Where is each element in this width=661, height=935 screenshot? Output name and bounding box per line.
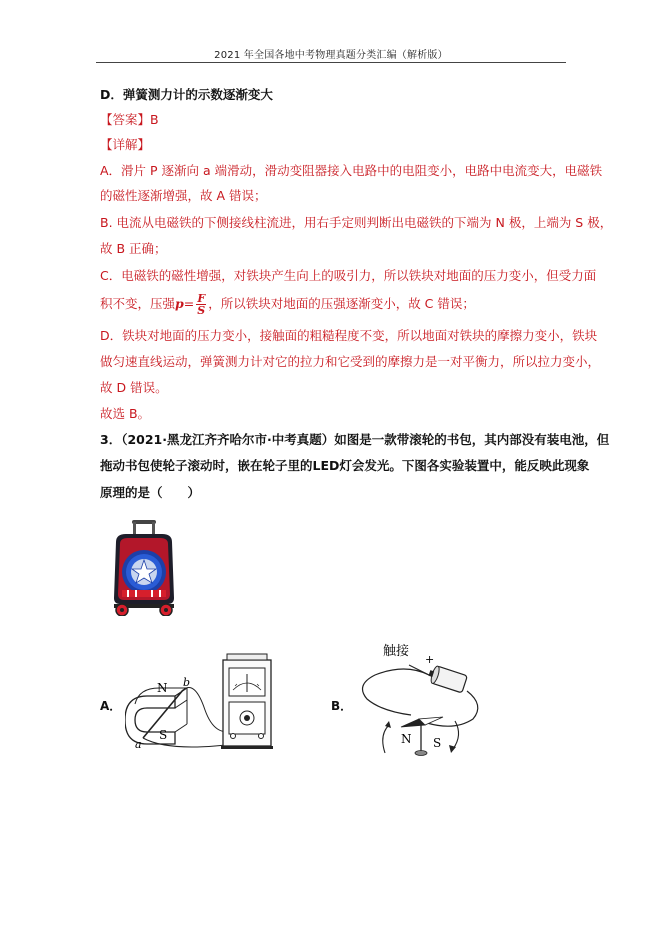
explanation-d-line2: 做匀速直线运动，弹簧测力计对它的拉力和它受到的摩擦力是一对平衡力，所以拉力变小，	[100, 354, 601, 369]
question3-line3: 原理的是（ ）	[100, 485, 201, 500]
wire-b-label: b	[183, 676, 191, 689]
figure-a-label: A．	[100, 699, 122, 713]
touch-label: 触接	[383, 644, 410, 659]
explanation-c-pre: 积不变，压强	[100, 296, 176, 311]
explanation-b-line1: B. 电流从电磁铁的下侧接线柱流进，用右手定则判断出电磁铁的下端为 N 极，上端为 S 极，	[100, 215, 613, 230]
explanation-c-line2	[100, 291, 475, 317]
formula-fraction	[196, 293, 206, 316]
formula-denominator: S	[197, 304, 206, 317]
figure-b-label: B．	[331, 699, 353, 713]
figure-b-diagram	[345, 635, 495, 765]
needle-s-label: S	[433, 736, 442, 750]
needle-n-label: N	[401, 732, 412, 746]
question3-line1: 3．（2021·黑龙江齐齐哈尔市·中考真题）如图是一款带滚轮的书包，其内部没有装电池，但	[100, 432, 610, 447]
formula-eq: =	[183, 296, 195, 311]
explanation-a-line1: A．滑片 P 逐渐向 a 端滑动，滑动变阻器接入电路中的电阻变小，电路中电流变大，电磁铁	[100, 163, 603, 178]
explanation-c-post: ，所以铁块对地面的压强逐渐变小，故 C 错误；	[208, 296, 475, 311]
figure-a-diagram	[125, 650, 295, 750]
option-d-text: D．弹簧测力计的示数逐渐变大	[100, 87, 273, 102]
explanation-c-line1: C．电磁铁的磁性增强，对铁块产生向上的吸引力，所以铁块对地面的压力变小，但受力面	[100, 268, 597, 283]
answer-value: B	[150, 112, 159, 127]
wire-a-label: a	[135, 738, 142, 750]
page-header: 2021 年全国各地中考物理真题分类汇编（解析版）	[214, 50, 448, 61]
explanation-b-line2: 故 B 正确；	[100, 241, 167, 256]
conclusion: 故选 B。	[100, 406, 151, 421]
backpack-image	[108, 520, 180, 616]
formula-numerator: F	[197, 292, 206, 305]
magnet-s-label: S	[159, 728, 168, 742]
question3-line2: 拖动书包使轮子滚动时，嵌在轮子里的LED灯会发光。下图各实验装置中，能反映此现象	[100, 458, 590, 473]
answer-label: 【答案】	[100, 112, 151, 127]
header-rule	[96, 62, 566, 63]
answer-line	[100, 112, 159, 128]
explanation-d-line1: D．铁块对地面的压力变小，接触面的粗糙程度不变，所以地面对铁块的摩擦力变小，铁块	[100, 328, 598, 343]
magnet-n-label: N	[157, 681, 168, 695]
formula-p: p	[175, 296, 184, 311]
explanation-a-line2: 的磁性逐渐增强，故 A 错误；	[100, 188, 267, 203]
detail-label: 【详解】	[100, 137, 151, 152]
explanation-d-line3: 故 D 错误。	[100, 380, 168, 395]
battery-plus-label: +	[425, 653, 435, 666]
